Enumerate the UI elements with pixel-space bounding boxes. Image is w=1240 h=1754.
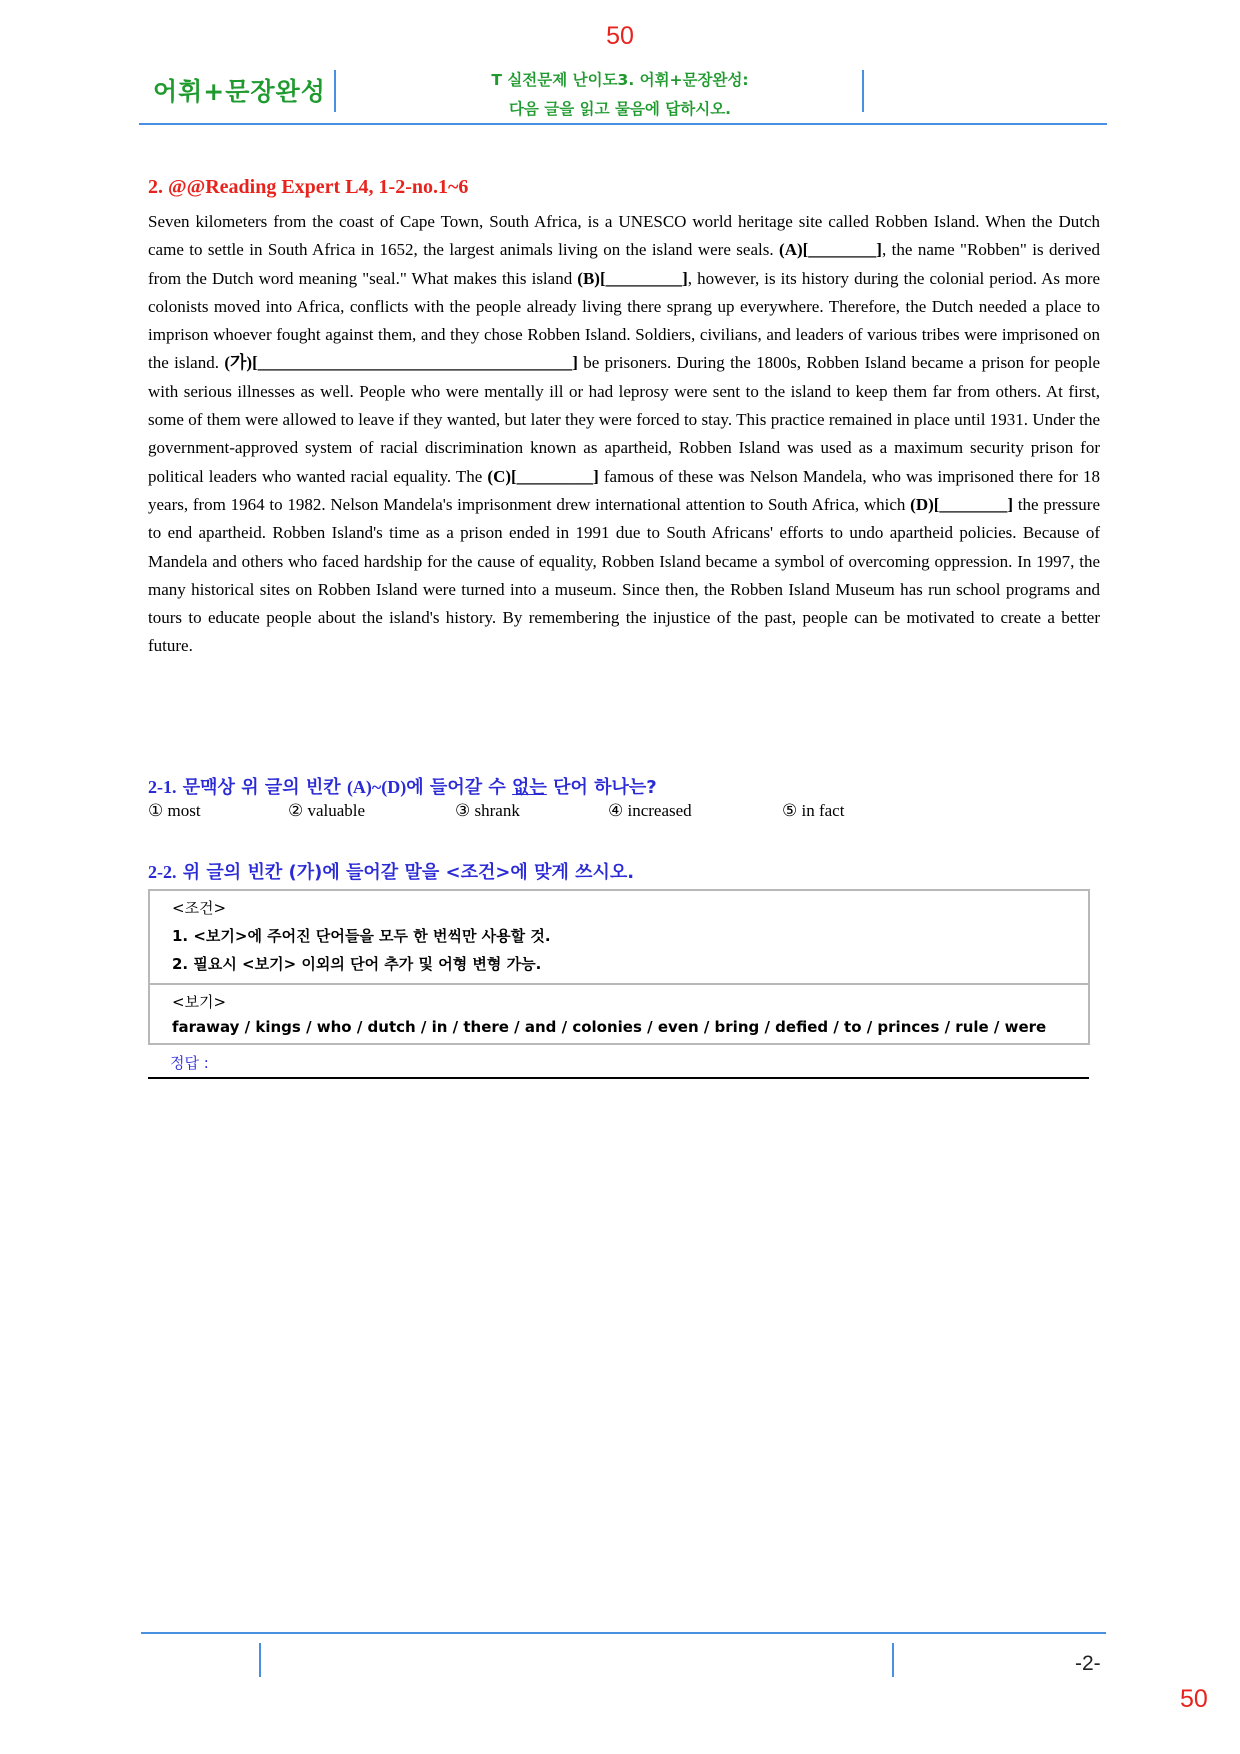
header-divider-right: [862, 70, 864, 112]
sub-question-1: [148, 773, 657, 799]
conditions-box: [148, 889, 1090, 1045]
footer-rule: [141, 1632, 1106, 1634]
sub-question-1-underlined: 없는: [512, 777, 547, 798]
bogi-section: [150, 983, 1088, 1043]
question-title: 2. @@Reading Expert L4, 1-2-no.1~6: [148, 176, 469, 198]
header-subtitle: [390, 66, 850, 124]
sub-question-1-range: (A)~(D): [346, 777, 407, 797]
sub-question-1-text: 단어 하나는?: [546, 777, 657, 798]
bogi-title: <보기>: [172, 993, 227, 1011]
blank-a: (A)[________]: [779, 240, 882, 260]
footer-divider-left: [259, 1643, 261, 1677]
choice-4[interactable]: ④ increased: [608, 801, 692, 820]
header-rule: [139, 123, 1107, 125]
page-number-bottom: 50: [1180, 1685, 1208, 1713]
header-subtitle-line2: 다음 글을 읽고 물음에 답하시오.: [508, 100, 732, 118]
footer-page-label: -2-: [1075, 1652, 1101, 1675]
sub-question-2: [148, 858, 634, 884]
page-number-top: 50: [606, 22, 634, 50]
header-divider-left: [334, 70, 336, 112]
blank-b: (B)[_________]: [577, 268, 688, 288]
passage-text: Seven kilometers from the coast of Cape Town, South Africa, is a UNESCO world heritage site called Robben Island. When the Dutch came to settle in South Africa in 1652, the largest animals living on the island were seals.: [148, 212, 1100, 260]
bogi-words: faraway / kings / who / dutch / in / there / and / colonies / even / bring / defied / to / princes / rule / were: [172, 1018, 1047, 1036]
sub-question-2-text: 에 들어갈 말을 <조건>에 맞게 쓰시오.: [322, 862, 635, 883]
sub-question-2-text: 위 글의 빈칸: [176, 862, 289, 883]
header-subtitle-line1: T 실전문제 난이도3. 어휘+문장완성:: [491, 71, 749, 89]
conditions-title: <조건>: [172, 899, 227, 917]
answer-choices: [148, 801, 1048, 821]
choice-3[interactable]: ③ shrank: [455, 801, 520, 820]
sub-question-1-text: 문맥상 위 글의 빈칸: [176, 777, 347, 798]
sub-question-2-number: 2-2.: [148, 862, 177, 882]
answer-label: 정답 :: [170, 1054, 209, 1072]
choice-2[interactable]: ② valuable: [288, 801, 366, 820]
passage-text: famous of these was Nelson Mandela, who was imprisoned there for 18 years, from 1964 to 1982. Nelson Mandela's imprisonment drew international attention to South Africa, which: [148, 466, 1101, 514]
passage-text: , the name "Robben" is derived from the Dutch word meaning "seal." What makes this island: [148, 240, 1100, 288]
sub-question-1-text: 에 들어갈 수: [406, 777, 513, 798]
answer-line[interactable]: [148, 1077, 1089, 1079]
passage-text: be prisoners. During the 1800s, Robben Island became a prison for people with serious illnesses as well. People who were mentally ill or had leprosy were sent to the island to keep them far from others. At first, some of them were allowed to leave if they wanted, but later they were forced to stay. This practice remained in place until 1931. Under the government-approved system of racial discrimination known as apartheid, Robben Island was used as a maximum security prison for political leaders who wanted racial equality. The: [148, 353, 1100, 486]
footer-divider-right: [892, 1643, 894, 1677]
passage-text: the pressure to end apartheid. Robben Island's time as a prison ended in 1991 due to South Africans' efforts to undo apartheid policies. Because of Mandela and others who faced hardship for the cause of equality, Robben Island became a symbol of overcoming oppression. In 1997, the many historical sites on Robben Island were turned into a museum. Since then, the Robben Island Museum has run school programs and tours to educate people about the island's history. By remembering the injustice of the past, people can be motivated to create a better future.: [148, 494, 1100, 656]
condition-1: 1. <보기>에 주어진 단어들을 모두 한 번씩만 사용할 것.: [172, 927, 551, 945]
sub-question-2-ga: (가): [288, 862, 323, 883]
choice-5[interactable]: ⑤ in fact: [782, 801, 845, 820]
choice-1[interactable]: ① most: [148, 801, 201, 820]
passage-text: , however, is its history during the colonial period. As more colonists moved into Africa, conflicts with the people already living there sprang up everywhere. Therefore, the Dutch needed a place to imprison whoever fought against them, and they chose Robben Island. Soldiers, civilians, and leaders of various tribes were imprisoned on the island.: [148, 268, 1100, 373]
blank-d: (D)[________]: [910, 494, 1014, 514]
sub-question-1-number: 2-1.: [148, 777, 177, 797]
conditions-section: [150, 891, 1088, 983]
condition-2: 2. 필요시 <보기> 이외의 단어 추가 및 어형 변형 가능.: [172, 955, 542, 973]
reading-passage: [148, 208, 1100, 661]
blank-ga: (가)[_____________________________________]: [224, 353, 578, 373]
blank-c: (C)[_________]: [487, 466, 599, 486]
section-title: 어휘+문장완성: [153, 77, 326, 106]
